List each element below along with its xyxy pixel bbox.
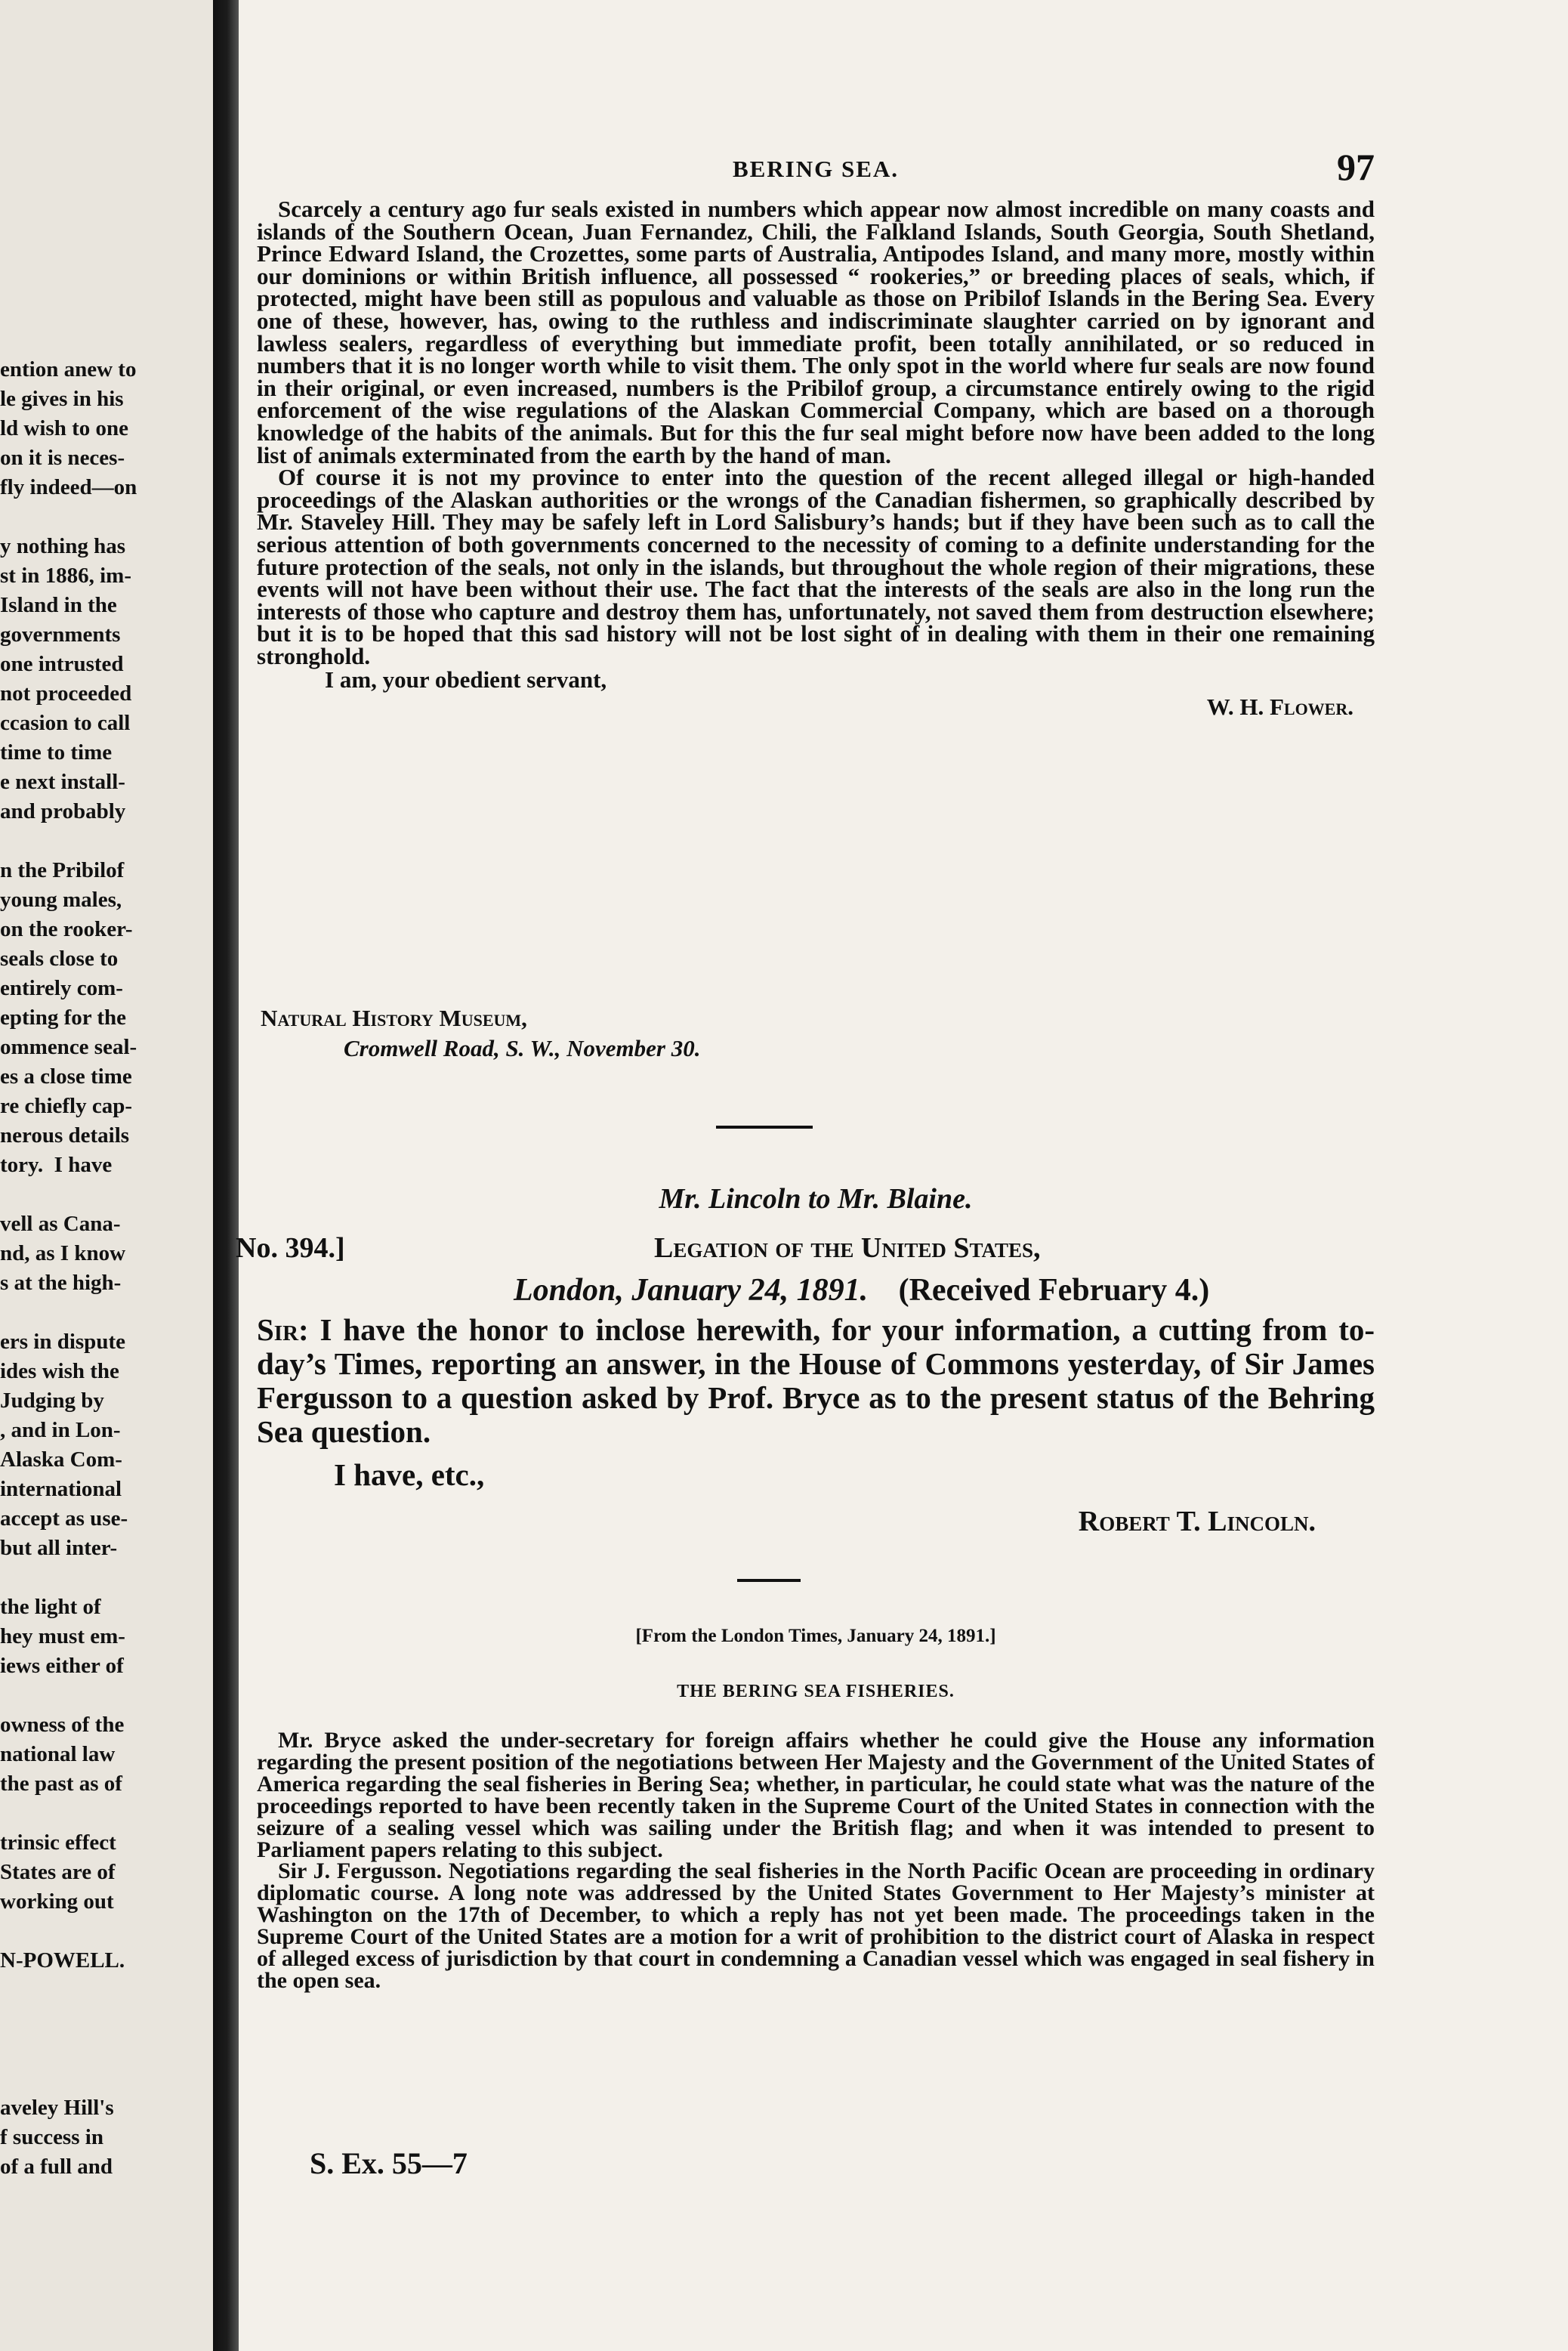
left-fragment-line: tory. I have <box>0 1153 113 1177</box>
lincoln-signature: Robert T. Lincoln. <box>1078 1506 1316 1537</box>
left-page-fragment <box>0 0 213 2351</box>
left-fragment-line: f success in <box>0 2125 103 2149</box>
left-fragment-line <box>0 1917 181 1946</box>
left-fragment-line: the light of <box>0 1595 101 1619</box>
flower-paragraph-1: Scarcely a century ago fur seals existed in numbers which appear now almost incredible on many coasts and islands of the Southern Ocean, Juan Fernandez, Chili, the Falkland Islands, South Georgia, South Shetland, Prince Edward Island, the Crozettes, some parts of Australia, Antipodes Island, and many more, mostly within our dominions or within British influence, all possessed “ rookeries,” or breeding places of seals, which, if protected, might have been still as populous and valuable as those on Pribilof Islands in the Bering Sea. Every one of these, however, has, owing to the ruthless and indiscriminate slaughter carried on by ignorant and lawless sealers, regardless of everything but immediate profit, been totally annihilated, or so reduced in numbers that it is no longer worth while to visit them. The only spot in the world where fur seals are now found in their original, or even increased, numbers is the Pribilof group, a circumstance entirely owing to the rigid enforcement of the wise regulations of the Alaskan Commercial Company, which are based on a thorough knowledge of the habits of the animals. But for this the fur seal might before now have been added to the long list of animals exterminated from the earth by the hand of man. <box>257 196 1375 468</box>
left-fragment-line: time to time <box>0 740 113 765</box>
left-fragment-line: ccasion to call <box>0 711 131 735</box>
left-fragment-line <box>0 2034 181 2064</box>
left-fragment-line: st in 1886, im- <box>0 564 131 588</box>
received-date: (Received February 4.) <box>898 1273 1210 1308</box>
left-fragment-line: international <box>0 1477 122 1501</box>
left-fragment-line: Judging by <box>0 1389 104 1413</box>
lincoln-letter-body <box>257 1313 1375 1449</box>
left-fragment-line: N-POWELL. <box>0 1948 125 1973</box>
left-fragment-line: working out <box>0 1889 114 1914</box>
letter-text: I have the honor to inclose herewith, for your information, a cutting from to-day’s Times, reporting an answer, in the House of Commons yesterday, of Sir James Fergusson to a question asked by Prof. Bryce as to the present status of the Behring Sea question. <box>257 1312 1375 1449</box>
flower-letter <box>257 196 1375 721</box>
left-fragment-line: Island in the <box>0 593 117 617</box>
left-fragment-line: ides wish the <box>0 1359 119 1383</box>
page-number: 97 <box>1337 146 1375 188</box>
enclosure-body <box>257 1730 1375 1992</box>
left-fragment-line: governments <box>0 623 121 647</box>
left-fragment-line: s at the high- <box>0 1271 122 1295</box>
running-head: BERING SEA. <box>732 156 900 182</box>
flower-paragraph-2: Of course it is not my province to enter into the question of the recent alleged illegal or high-handed proceedings of the Alaskan authorities or the wrongs of the Canadian fishermen, so graphically described by Mr. Staveley Hill. They may be safely left in Lord Salisbury’s hands; but if they have been such as to call the serious attention of both governments concerned to the necessity of coming to a definite understanding for the future protection of the seals, not only in the islands, but throughout the whole region of their migrations, these events will not have been without their use. The fact that the interests of the seals are also in the long run the interests of those who capture and destroy them has, unfortunately, not saved them from destruction elsewhere; but it is to be hoped that this sad history will not be lost sight of in dealing with them in their one remaining stronghold. <box>257 464 1375 669</box>
location-date: London, January 24, 1891. <box>514 1273 869 1308</box>
legation-line: Legation of the United States, <box>654 1232 1041 1264</box>
left-fragment-line: e next install- <box>0 770 125 794</box>
left-fragment-line: n the Pribilof <box>0 858 125 882</box>
left-fragment-line: but all inter- <box>0 1536 118 1560</box>
left-fragment-line: ld wish to one <box>0 416 129 440</box>
left-fragment-line <box>0 1976 181 2005</box>
page-header <box>257 145 1375 190</box>
left-fragment-line: States are of <box>0 1860 116 1884</box>
flower-date-line: Cromwell Road, S. W., November 30. <box>344 1035 701 1061</box>
left-fragment-line: national law <box>0 1742 116 1766</box>
left-fragment-line: owness of the <box>0 1713 125 1737</box>
left-fragment-line: vell as Cana- <box>0 1212 121 1236</box>
left-fragment-line: on the rooker- <box>0 917 133 941</box>
left-fragment-line: , and in Lon- <box>0 1418 121 1442</box>
flower-place: Natural History Museum, <box>261 1005 527 1031</box>
left-fragment-line: y nothing has <box>0 534 126 558</box>
left-fragment-line: seals close to <box>0 947 119 971</box>
left-fragment-line: fly indeed—on <box>0 475 137 499</box>
left-fragment-line: es a close time <box>0 1064 132 1089</box>
lincoln-letter-title: Mr. Lincoln to Mr. Blaine. <box>659 1183 973 1215</box>
left-fragment-line: nd, as I know <box>0 1241 126 1265</box>
left-page-text-column <box>0 355 181 2182</box>
enclosure-divider <box>737 1579 801 1582</box>
left-fragment-line: of a full and <box>0 2155 113 2179</box>
flower-signature: W. H. Flower. <box>1206 694 1353 721</box>
left-fragment-line <box>0 1298 181 1327</box>
left-fragment-line: hey must em- <box>0 1624 125 1648</box>
location-date-line <box>514 1272 1209 1308</box>
salutation: Sir: <box>257 1312 309 1347</box>
left-fragment-line: Alaska Com- <box>0 1447 122 1472</box>
left-fragment-line <box>0 502 181 532</box>
left-fragment-line <box>0 1180 181 1209</box>
left-fragment-line <box>0 2064 181 2093</box>
left-fragment-line: le gives in his <box>0 387 124 411</box>
left-fragment-line: one intrusted <box>0 652 124 676</box>
lincoln-closing: I have, etc., <box>334 1457 485 1492</box>
left-fragment-line <box>0 2005 181 2034</box>
left-fragment-line <box>0 1799 181 1828</box>
left-fragment-line: trinsic effect <box>0 1830 116 1855</box>
left-fragment-line <box>0 1681 181 1710</box>
enclosure-headline: THE BERING SEA FISHERIES. <box>677 1682 955 1701</box>
book-gutter <box>213 0 239 2351</box>
left-fragment-line: and probably <box>0 799 126 823</box>
enclosure-paragraph-2: Sir J. Fergusson. Negotiations regarding the seal fisheries in the North Pacific Ocean are proceeding in ordinary diplomatic course. A long note was addressed by the United States Government to Her Majesty’s minister at Washington on the 17th of December, to which a reply has not yet been made. The proceedings taken in the Supreme Court of the United States are a motion for a writ of prohibition to the district court of Alaska in respect of alleged excess of jurisdiction by that court in condemning a Canadian vessel which was engaged in seal fishery in the open sea. <box>257 1858 1375 1993</box>
left-fragment-line: re chiefly cap- <box>0 1094 133 1118</box>
left-fragment-line <box>0 1563 181 1593</box>
left-fragment-line: ommence seal- <box>0 1035 137 1059</box>
left-fragment-line: entirely com- <box>0 976 123 1000</box>
left-fragment-line: young males, <box>0 888 122 912</box>
left-fragment-line: on it is neces- <box>0 446 125 470</box>
left-fragment-line <box>0 826 181 856</box>
left-fragment-line: ers in dispute <box>0 1330 125 1354</box>
left-fragment-line: ention anew to <box>0 357 137 382</box>
signature-mark: S. Ex. 55—7 <box>310 2146 468 2180</box>
left-fragment-line: iews either of <box>0 1654 124 1678</box>
left-fragment-line: accept as use- <box>0 1506 128 1531</box>
left-fragment-line: aveley Hill's <box>0 2096 114 2120</box>
left-fragment-line: not proceeded <box>0 681 132 706</box>
enclosure-source-note: [From the London Times, January 24, 1891.] <box>635 1626 996 1646</box>
dispatch-number: No. 394.] <box>236 1232 345 1264</box>
flower-closing: I am, your obedient servant, <box>325 666 607 694</box>
section-divider <box>716 1126 813 1129</box>
left-fragment-line: epting for the <box>0 1006 127 1030</box>
enclosure-paragraph-1: Mr. Bryce asked the under-secretary for foreign affairs whether he could give the House any information regarding the present position of the negotiations between Her Majesty and the Government of the United States of America regarding the seal fisheries in Bering Sea; whether, in particular, he could state what was the nature of the proceedings reported to have been recently taken in the Supreme Court of the United States in connection with the seizure of a sealing vessel which was sailing under the British flag; and when it was intended to present to Parliament papers relating to this subject. <box>257 1728 1375 1862</box>
left-fragment-line: nerous details <box>0 1123 130 1148</box>
left-fragment-line: the past as of <box>0 1772 122 1796</box>
